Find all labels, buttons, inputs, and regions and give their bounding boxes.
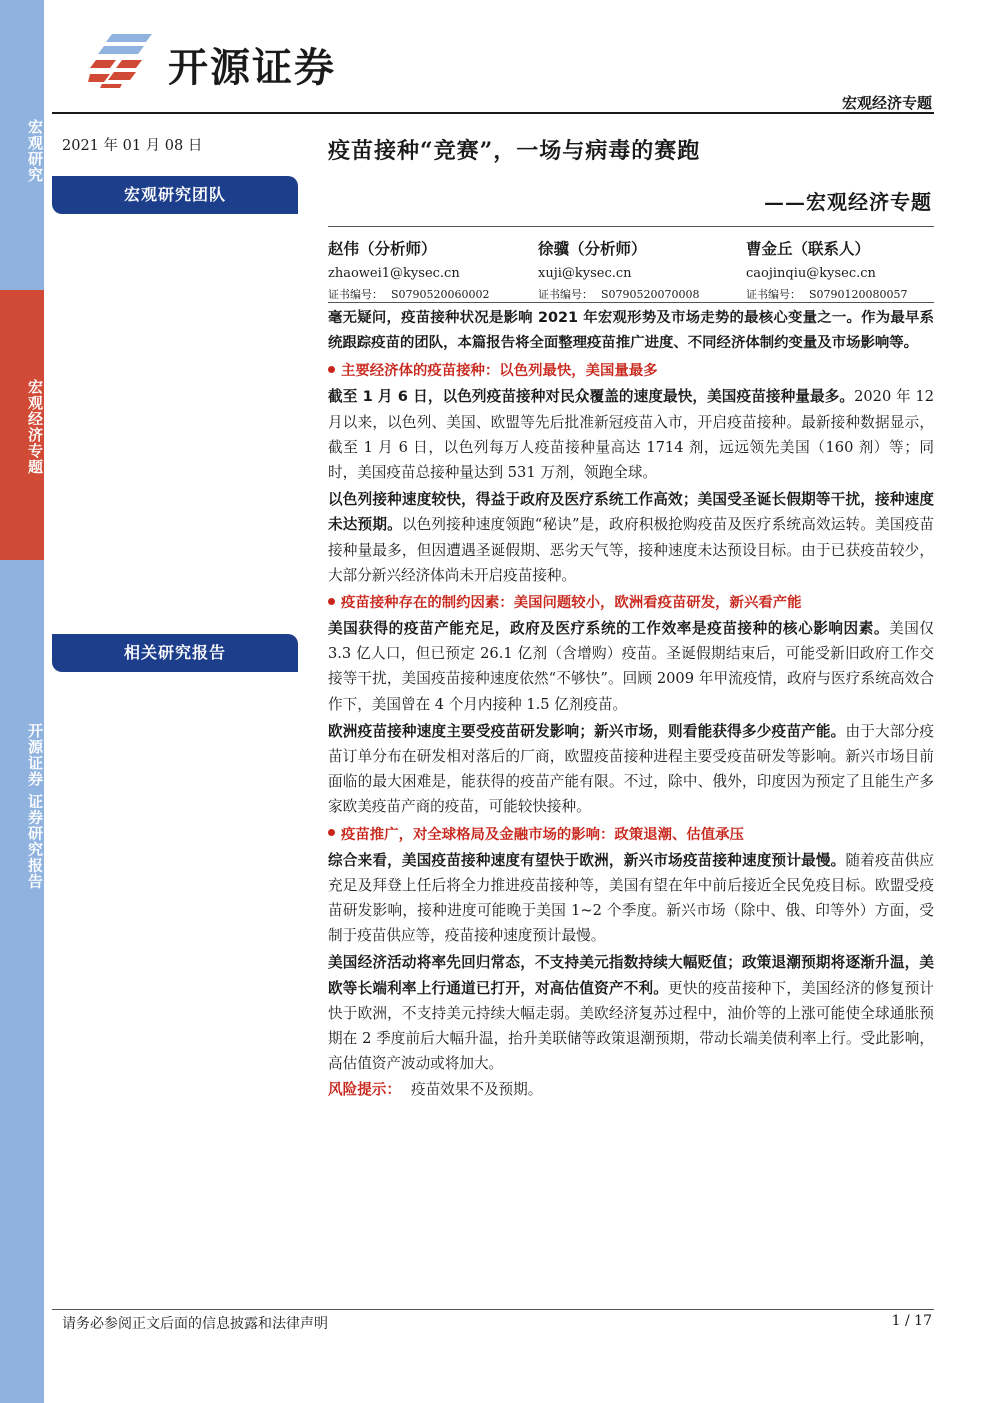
team-header: 宏观研究团队 [52, 176, 298, 214]
section-heading-text: 主要经济体的疫苗接种：以色列最快，美国量最多 [341, 363, 658, 380]
page-number: 1 / 17 [891, 1313, 932, 1329]
header-divider [52, 112, 934, 114]
body-paragraph [328, 950, 934, 1076]
section-heading [328, 590, 934, 616]
related-reports-header: 相关研究报告 [52, 634, 298, 672]
brand-logo [88, 32, 378, 92]
sidebar-series-label: 宏观经济专题 [26, 379, 44, 475]
license-label: 证书编号： [746, 288, 801, 301]
analyst-name: 曹金丘（联系人） [746, 240, 871, 258]
footer-divider [52, 1309, 934, 1310]
license-label: 证书编号： [328, 288, 383, 301]
title-divider [328, 226, 934, 227]
analyst-divider [328, 302, 934, 303]
paragraph-text: 以色列接种速度领跑“秘诀”是，政府积极抢购疫苗及医疗系统高效运转。美国疫苗接种量最多，但因遭遇圣诞假期、恶劣天气等，接种速度未达预设目标。由于已获疫苗较少，大部分新兴经济体尚未开启疫苗接种。 [328, 516, 934, 584]
report-subtitle: ——宏观经济专题 [764, 190, 932, 214]
summary-paragraph: 毫无疑问，疫苗接种状况是影响 2021 年宏观形势及市场走势的最核心变量之一。作为最早系统跟踪疫苗的团队，本篇报告将全面整理疫苗推广进度、不同经济体制约变量及市场影响等。 [328, 310, 934, 352]
section-heading [328, 358, 934, 384]
license-label: 证书编号： [538, 288, 593, 301]
paragraph-lead: 美国获得的疫苗产能充足，政府及医疗系统的工作效率是疫苗接种的核心影响因素。 [328, 620, 890, 638]
license-number: S0790120080057 [809, 288, 908, 301]
paragraph-lead: 美国经济活动将率先回归常态，不支持美元指数持续大幅贬值；政策退潮预期将逐渐升温，美欧等长端利率上行通道已打开，对高估值资产不利。 [328, 954, 934, 997]
report-title: 疫苗接种“竞赛”，一场与病毒的赛跑 [328, 138, 701, 164]
left-sidebar-band [0, 0, 44, 1403]
brand-name: 开源证券 [168, 45, 336, 91]
analyst-email[interactable]: zhaowei1@kysec.cn [328, 266, 460, 281]
paragraph-text: 美国仅 3.3 亿人口，但已预定 26.1 亿剂（含增购）疫苗。圣诞假期结束后，可能受新旧政府工作交接等干扰，美国疫苗接种速度依然“不够快”。回顾 2009 年甲流疫情，政府与医疗系统高效合作下，美国曾在 4 个月内接种 1.5 亿剂疫苗。 [328, 620, 934, 713]
risk-warning [328, 1077, 934, 1103]
analyst-card [746, 236, 956, 304]
bullet-dot-icon [328, 829, 335, 836]
body-paragraph [328, 616, 934, 717]
analyst-name: 赵伟（分析师） [328, 240, 437, 258]
bullet-dot-icon [328, 598, 335, 605]
brand-logo-icon [88, 32, 158, 88]
sidebar-brand-label: 开源证券 证券研究报告 [26, 722, 44, 890]
body-paragraph [328, 487, 934, 588]
section-heading-text: 疫苗接种存在的制约因素：美国问题较小，欧洲看疫苗研发，新兴看产能 [341, 595, 802, 612]
body-paragraph [328, 384, 934, 485]
paragraph-lead: 综合来看，美国疫苗接种速度有望快于欧洲，新兴市场疫苗接种速度预计最慢。 [328, 851, 846, 869]
analyst-card [328, 236, 538, 304]
paragraph-lead: 以色列接种速度较快，得益于政府及医疗系统工作高效；美国受圣诞长假期等干扰，接种速度未达预期。 [328, 491, 934, 534]
document-type: 宏观经济专题 [841, 94, 932, 112]
body-paragraph [328, 848, 934, 949]
paragraph-lead: 截至 1 月 6 日，以色列疫苗接种对民众覆盖的速度最快，美国疫苗接种量最多。 [328, 388, 855, 406]
report-date: 2021 年 01 月 08 日 [62, 138, 203, 154]
section-heading-text: 疫苗推广，对全球格局及金融市场的影响：政策退潮、估值承压 [341, 826, 744, 843]
analyst-email[interactable]: xuji@kysec.cn [538, 266, 632, 281]
analyst-email[interactable]: caojinqiu@kysec.cn [746, 266, 876, 281]
paragraph-lead: 欧洲疫苗接种速度主要受疫苗研发影响；新兴市场，则看能获得多少疫苗产能。 [328, 722, 846, 740]
license-number: S0790520060002 [391, 288, 490, 301]
sidebar-category-label: 宏观研究 [26, 119, 44, 183]
risk-text: 疫苗效果不及预期。 [410, 1081, 543, 1099]
paragraph-text: 由于大部分疫苗订单分布在研发相对落后的厂商，欧盟疫苗接种进程主要受疫苗研发等影响。新兴市场目前面临的最大困难是，能获得的疫苗产能有限。不过，除中、俄外，印度因为预定了且能生产多家欧美疫苗产商的疫苗，可能较快接种。 [328, 722, 934, 816]
footer-disclaimer: 请务必参阅正文后面的信息披露和法律声明 [62, 1316, 328, 1332]
paragraph-text: 随着疫苗供应充足及拜登上任后将全力推进疫苗接种等，美国有望在年中前后接近全民免疫目标。欧盟受疫苗研发影响，接种进度可能晚于美国 1~2 个季度。新兴市场（除中、俄、印等外）方面，受制于疫苗供应等，疫苗接种速度预计最慢。 [328, 851, 934, 945]
license-number: S0790520070008 [601, 288, 700, 301]
body-paragraph [328, 719, 934, 820]
report-body [328, 306, 934, 1103]
paragraph-text: 2020 年 12 月以来，以色列、美国、欧盟等先后批准新冠疫苗入市，开启疫苗接种。最新接种数据显示，截至 1 月 6 日，以色列每万人疫苗接种量高达 1714 剂，远远领先美国（160 剂）等；同时，美国疫苗总接种量达到 531 万剂，领跑全球。 [328, 388, 934, 482]
analyst-card [538, 236, 748, 304]
bullet-dot-icon [328, 366, 335, 373]
analyst-name: 徐骥（分析师） [538, 240, 647, 258]
section-heading [328, 822, 934, 848]
paragraph-text: 更快的疫苗接种下，美国经济的修复预计快于欧洲，不支持美元持续大幅走弱。美欧经济复苏过程中，油价等的上涨可能使全球通胀预期在 2 季度前后大幅升温，抬升美联储等政策退潮预期，带动长端美债利率上行。受此影响，高估值资产波动或将加大。 [328, 979, 934, 1073]
risk-label: 风险提示： [328, 1081, 401, 1099]
